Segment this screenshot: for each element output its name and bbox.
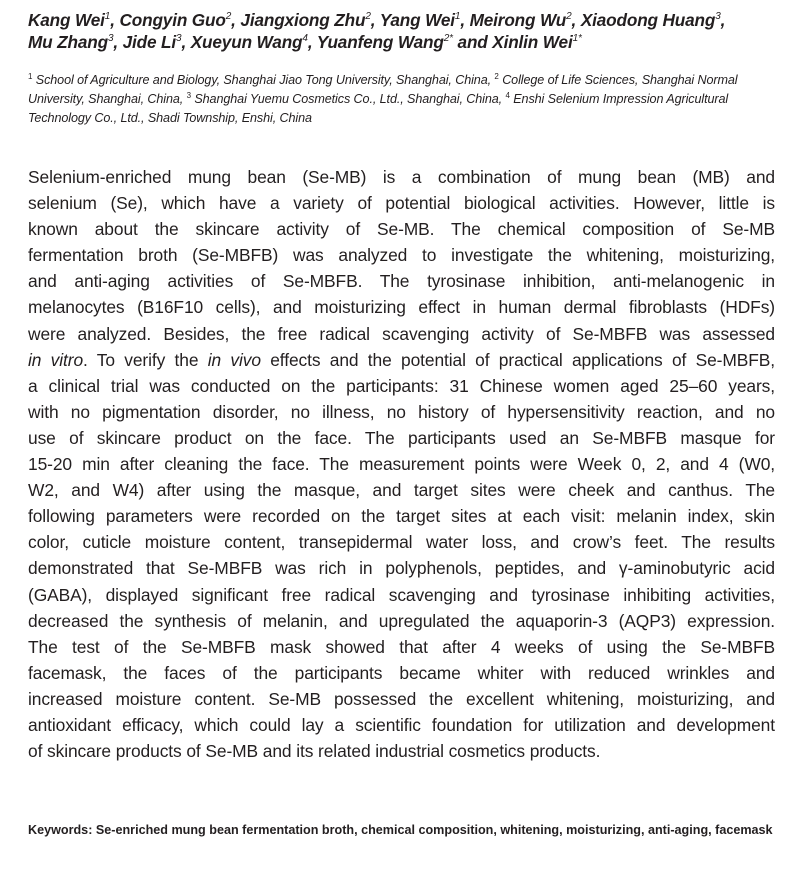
author: Xinlin Wei$^{1*}$ <box>492 32 582 52</box>
abstract-line: following parameters were recorded on the target sites at each visit: melanin index, skin <box>28 506 775 527</box>
abstract-line: (GABA), displayed significant free radical scavenging and tyrosinase inhibiting activities, <box>28 584 775 605</box>
author: Jiangxiong Zhu$^2$, <box>240 10 380 30</box>
keywords-text: Se-enriched mung bean fermentation broth, chemical composition, whitening, moisturizing, anti-aging, facemask <box>92 823 773 837</box>
abstract-line: known about the skincare activity of Se-MB. The chemical composition of Se-MB <box>28 219 775 240</box>
abstract-line: demonstrated that Se-MBFB was rich in polyphenols, peptides, and γ-aminobutyric acid <box>28 558 775 579</box>
abstract-line: increased moisture content. Se-MB possessed the excellent whitening, moisturizing, and <box>28 688 775 709</box>
abstract-line: fermentation broth (Se-MBFB) was analyzed to investigate the whitening, moisturizing, <box>28 245 775 266</box>
abstract-line: The test of the Se-MBFB mask showed that after 4 weeks of using the Se-MBFB <box>28 636 775 657</box>
author-list <box>28 9 788 53</box>
abstract-line: decreased the synthesis of melanin, and upregulated the aquaporin-3 (AQP3) expression. <box>28 610 775 631</box>
abstract-line: with no pigmentation disorder, no illness, no history of hypersensitivity reaction, and no <box>28 401 775 422</box>
affiliation: $^1$ School of Agriculture and Biology, Shanghai Jiao Tong University, Shanghai, China, <box>28 72 495 87</box>
abstract-line: Selenium-enriched mung bean (Se-MB) is a combination of mung bean (MB) and <box>28 167 775 187</box>
abstract-line: and anti-aging activities of Se-MBFB. The tyrosinase inhibition, anti-melanogenic in <box>28 271 775 292</box>
author: Xiaodong Huang$^3$, <box>580 10 726 30</box>
abstract-line: antioxidant efficacy, which could lay a scientific foundation for utilization and development <box>28 714 775 735</box>
author: Kang Wei$^1$, <box>28 10 120 30</box>
italic-term: in vivo <box>207 349 261 370</box>
abstract-line: in vitro. To verify the in vivo effects and the potential of practical applications of Se-MBFB, <box>28 349 775 370</box>
author: Congyin Guo$^2$, <box>119 10 241 30</box>
author: Yuanfeng Wang$^{2*}$ and <box>316 32 493 52</box>
abstract-line: were analyzed. Besides, the free radical scavenging activity of Se-MBFB was assessed <box>28 323 775 344</box>
abstract-line: W2, and W4) after using the masque, and target sites were cheek and canthus. The <box>28 480 775 501</box>
abstract-line: of skincare products of Se-MB and its related industrial cosmetics products. <box>28 741 601 762</box>
author: Mu Zhang$^3$, <box>28 32 123 52</box>
abstract <box>28 164 775 764</box>
author: Jide Li$^3$, <box>122 32 191 52</box>
abstract-line: selenium (Se), which have a variety of potential biological activities. However, little is <box>28 193 775 214</box>
affiliations <box>28 71 788 128</box>
affiliation: $^4$ Enshi Selenium Impression Agricultural Technology Co., Ltd., Shadi Township, Enshi, China <box>28 91 729 125</box>
abstract-line: 15-20 min after cleaning the face. The measurement points were Week 0, 2, and 4 (W0, <box>28 454 775 475</box>
keywords <box>28 821 788 841</box>
author: Xueyun Wang$^4$, <box>190 32 317 52</box>
author: Meirong Wu$^2$, <box>469 10 581 30</box>
affiliation: $^2$ College of Life Sciences, Shanghai Normal University, Shanghai, China, <box>28 72 738 106</box>
abstract-line: color, cuticle moisture content, transepidermal water loss, and crow’s feet. The results <box>28 532 775 553</box>
abstract-line: facemask, the faces of the participants became whiter with reduced wrinkles and <box>28 662 775 683</box>
author: Yang Wei$^1$, <box>379 10 470 30</box>
abstract-line: use of skincare product on the face. The participants used an Se-MBFB masque for <box>28 427 775 448</box>
italic-term: in vitro <box>28 349 84 370</box>
abstract-line: melanocytes (B16F10 cells), and moisturizing effect in human dermal fibroblasts (HDFs) <box>28 297 775 318</box>
abstract-line: a clinical trial was conducted on the participants: 31 Chinese women aged 25–60 years, <box>28 375 775 396</box>
keywords-label: Keywords: <box>28 823 93 837</box>
affiliation: $^3$ Shanghai Yuemu Cosmetics Co., Ltd., Shanghai, China, <box>186 91 506 106</box>
